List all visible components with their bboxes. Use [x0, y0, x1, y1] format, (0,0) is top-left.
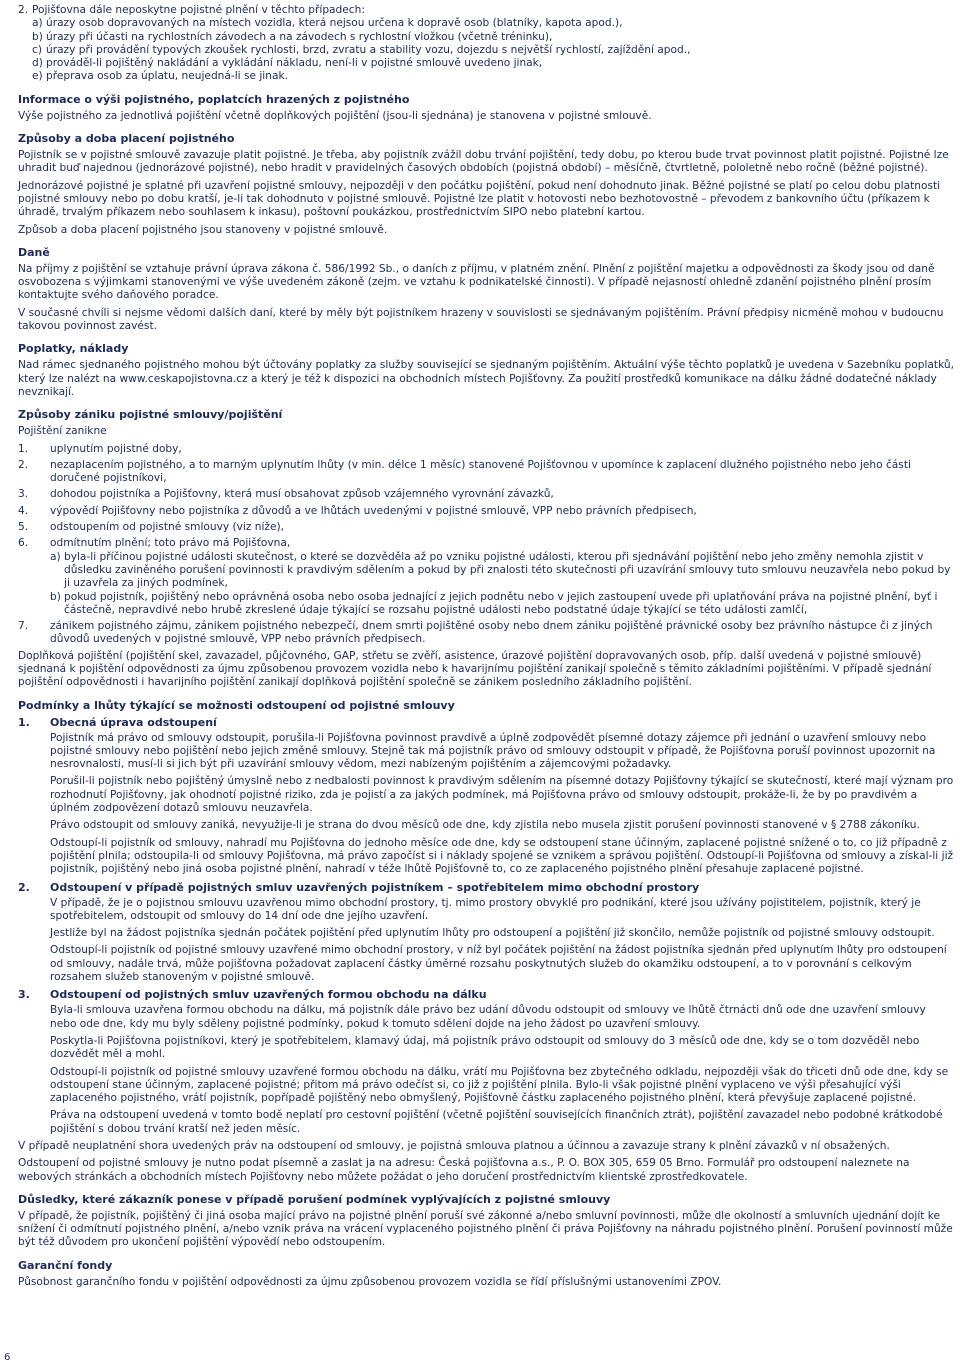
intro-subitem — [32, 17, 954, 30]
item-text: odstoupením od pojistné smlouvy (viz níže), — [50, 521, 284, 534]
withdrawal-section — [18, 988, 954, 1136]
fees-paragraph: Nad rámec sjednaného pojistného mohou být účtovány poplatky za služby související se sjednaným pojištěním. Aktuální výše těchto poplatků je uvedena v Sazebníku poplatků, který lze nalézt na www.ceskapojistovna.cz a který je též k dispozici na obchodních místech Pojišťovny. Za použití prostředků komunikace na dálku žádné dodatečné náklady nevznikají. — [18, 359, 954, 398]
subitem-text: úrazy při provádění typových zkoušek rychlosti, brzd, zvratu a stability vozu, dojezdu s největší rychlostí, zajíždění apod., — [46, 43, 691, 56]
item-number: 2. — [18, 458, 29, 471]
subitem-text: prováděl-li pojištěný nakládání a vykládání nákladu, není-li v pojistné smlouvě uvedeno jinak, — [46, 57, 543, 70]
intro-subitem — [32, 57, 954, 70]
section-number: 3. — [18, 988, 30, 1002]
section-paragraph: Odstoupí-li pojistník od pojistné smlouvy uzavřené mimo obchodní prostory, v níž byl počátek pojištění na žádost pojistníka sjednán před uplynutím lhůty pro odstoupení od smlouvy, nadále trvá, může pojišťovna požadovat zaplacení částky úměrné rozsahu poskytnutých služeb do okamžiku odstoupení, a to v porovnání s celkovým rozsahem služeb stanoveným v pojistné smlouvě. — [50, 944, 947, 984]
termination-item — [18, 537, 954, 550]
subitem-letter: c) — [32, 43, 42, 56]
termination-item — [18, 459, 954, 486]
intro-text: Pojišťovna dále neposkytne pojistné plnění v těchto případech: — [32, 4, 365, 16]
termination-intro: Pojištění zanikne — [18, 425, 107, 438]
intro-sublist — [18, 17, 954, 83]
section-number: 1. — [18, 715, 30, 729]
taxes-paragraph: V současné chvíli si nejsme vědomi dalších daní, které by měly být pojistníkem hrazeny v souvislosti se sjednávaným pojištěním. Právní předpisy nicméně mohou v budoucnu takovou povinnost zavést. — [18, 306, 944, 333]
withdrawal-paragraph: Odstoupení od pojistné smlouvy je nutno podat písemně a zaslat ja na adresu: Česká pojišťovna a.s., P. O. BOX 305, 659 05 Brno. Formulář pro odstoupení naleznete na webových stránkách a obchodních místech Pojišťovny nebo můžete požádat o jeho doručení prostřednictvím klientské zprostředkovatele. — [18, 1157, 910, 1183]
document-page — [18, 4, 954, 1293]
section-paragraph: Odstoupí-li pojistník od pojistné smlouvy uzavřené formou obchodu na dálku, vrátí mu Pojišťovna bez zbytečného odkladu, nejpozději však do třiceti dnů ode dne, kdy se odstoupení stane účinným, zaplacené pojistné; přitom má právo odečíst si, co již z pojištění plnila. Bylo-li však pojistné plnění vyplaceno ve výši přesahující výši zaplaceného pojistného, vrátí pojistník, popřípadě pojištěný nebo obmyšlený, Pojišťovně částku zaplaceného pojistného plnění, která převyšuje zaplacené pojistné. — [50, 1065, 949, 1105]
payment-paragraph: Způsob a doba placení pojistného jsou stanoveny v pojistné smlouvě. — [18, 223, 388, 236]
withdrawal-paragraph: V případě neuplatnění shora uvedených práv na odstoupení od smlouvy, je pojistná smlouva platnou a účinnou a zavazuje strany k plnění závazků v ní obsažených. — [18, 1140, 890, 1152]
intro-subitem — [32, 70, 954, 83]
section-paragraph: Pojistník má právo od smlouvy odstoupit, porušila-li Pojišťovna povinnost pravdivě a úplně zodpovědět písemné dotazy zájemce při jednání o uzavření smlouvy nebo pojistné smlouvy nebo pojištění nebo jejich změně smlouvy. Stejně tak má pojistník právo od smlouvy odstoupit v případě, že Pojišťovna poruší povinnost upozornit na nesrovnalosti, musí-li si jich být při uzavírání smlouvy vědom, mezi nabízeným pojištěním a zájemcovými požadavky. — [50, 731, 936, 771]
subitem-letter: a) — [50, 550, 61, 563]
subitem-text: byla-li příčinou pojistné události skutečnost, o které se dozvěděla až po vzniku pojistné události, kterou při sjednávání pojištění nebo jeho změny nemohla zjistit v důsledku zaviněného porušení povinnosti k pravdivým sdělením a pokud by při znalosti této skutečnosti při uzavírání smlouvy tuto smlouvu neuzavřela nebo pokud by ji uzavřela za jiných podmínek, — [64, 550, 951, 590]
subitem-text: přeprava osob za úplatu, neujedná-li se jinak. — [46, 70, 288, 83]
termination-subitem — [50, 591, 954, 618]
premium-text: Výše pojistného za jednotlivá pojištění včetně doplňkových pojištění (jsou-li sjednána) je stanovena v pojistné smlouvě. — [18, 109, 652, 122]
termination-item — [18, 521, 954, 534]
section-paragraph: Jestliže byl na žádost pojistníka sjednán počátek pojištění před uplynutím lhůty pro odstoupení a pojištění již skončilo, nemůže pojistník od pojistné smlouvy odstoupit. — [50, 927, 935, 940]
intro-subitem — [32, 44, 954, 57]
termination-subitem — [50, 551, 954, 591]
item-number: 3. — [18, 488, 29, 501]
termination-item — [18, 488, 954, 501]
item-text: zánikem pojistného zájmu, zánikem pojistného nebezpečí, dnem smrti pojištěné osoby nebo dnem zániku pojištěné právnické osoby bez právního nástupce či z jiných důvodů uvedených v pojistné smlouvě, VPP nebo právních předpisech. — [50, 620, 933, 646]
taxes-paragraph: Na příjmy z pojištění se vztahuje právní úprava zákona č. 586/1992 Sb., o daních z příjmu, v platném znění. Plnění z pojištění majetku a odpovědnosti za škody jsou od daně osvobozena s výjimkami stanovenými ve výše uvedeném zákoně (zejm. ve vztahu k podnikatelské činnosti). V případě nejasností ohledně zdanění pojistného plnění prosím kontaktujte svého daňového poradce. — [18, 262, 935, 302]
subitem-letter: a) — [32, 17, 43, 30]
subitem-text: úrazy osob dopravovaných na místech vozidla, která nejsou určena k dopravě osob (blatníky, kapota apod.), — [46, 17, 623, 30]
withdrawal-section — [18, 881, 954, 985]
section-heading-payment: Způsoby a doba placení pojistného — [18, 132, 235, 146]
payment-paragraph: Jednorázové pojistné je splatné při uzavření pojistné smlouvy, nejpozději v den počátku pojištění, pokud není dohodnuto jinak. Běžné pojistné se platí po celou dobu platnosti pojistné smlouvy nebo po dobu kratší, je-li tak dohodnuto v pojistné smlouvě. Pojistné lze platit v hotovosti nebo bezhotovostně – převodem z bankovního účtu (příkazem k úhradě, trvalým příkazem nebo souhlasem k inkasu), poštovní poukázkou, prostřednictvím SIPO nebo platební kartou. — [18, 179, 941, 219]
page-number: 6 — [4, 1352, 11, 1363]
intro-subitem — [32, 31, 954, 44]
section-title: Obecná úprava odstoupení — [50, 715, 217, 729]
section-number: 2. — [18, 880, 30, 894]
section-paragraph: V případě, že je o pojistnou smlouvu uzavřenou mimo obchodní prostory, tj. mimo prostory obvyklé pro podnikání, které jsou užívány pojistitelem, pojistník, který je spotřebitelem, odstoupit od smlouvy do 14 dní ode dne jejího uzavření. — [50, 896, 921, 922]
item-text: odmítnutím plnění; toto právo má Pojišťovna, — [50, 537, 291, 550]
section-paragraph: Odstoupí-li pojistník od smlouvy, nahradí mu Pojišťovna do jednoho měsíce ode dne, kdy se odstoupení stane účinným, zaplacené pojistné snížené o to, co již případně z pojištění plnila; odstoupila-li od smlouvy Pojišťovna, má právo započíst si i náklady spojené se vznikem a správou pojištění. Odstoupí-li Pojišťovna od smlouvy a získal-li již pojistník, pojištěný nebo jiná osoba pojistné plnění, nahradí v téže lhůtě Pojišťovně to, co ze zaplaceného pojistného plnění přesahuje zaplacené pojistné. — [50, 836, 954, 876]
item-number: 4. — [18, 504, 29, 517]
item-text: nezaplacením pojistného, a to marným uplynutím lhůty (v min. délce 1 měsíc) stanovené Pojišťovnou v upomínce k zaplacení dlužného pojistného nebo jeho části doručené pojistníkovi, — [50, 458, 911, 485]
section-title: Odstoupení v případě pojistných smluv uzavřených pojistníkem – spotřebitelem mimo obchodní prostory — [50, 880, 700, 894]
subitem-text: pokud pojistník, pojištěný nebo oprávněná osoba nebo osoba jednající z jejich podnětu nebo v jejich zastoupení uvede při uplatňování práva na pojistné plnění, byť i částečně, nepravdivé nebo hrubě zkreslené údaje týkající se rozsahu pojistné události nebo podstatné údaje týkající se této události zamlčí, — [64, 590, 938, 616]
section-heading-premium: Informace o výši pojistného, poplatcích hrazených z pojistného — [18, 92, 410, 106]
payment-paragraph: Pojistník se v pojistné smlouvě zavazuje platit pojistné. Je třeba, aby pojistník zvážil dobu trvání pojištění, tedy dobu, po kterou bude trvat povinnost platit pojistné. Pojistné lze uhradit buď najednou (jednorázové pojistné), nebo hradit v pravidelných časových obdobích (pojistná období) – měsíčně, čtvrtletně, pololetně nebo ročně (běžné pojistné). — [18, 149, 949, 175]
section-paragraph: Práva na odstoupení uvedená v tomto bodě neplatí pro cestovní pojištění (včetně pojištění souvisejících finančních ztrát), pojištění zavazadel nebo podobné krátkodobé pojištění s dobou trvání kratší než jeden měsíc. — [50, 1109, 943, 1135]
section-heading-fees: Poplatky, náklady — [18, 342, 129, 356]
item-text: uplynutím pojistné doby, — [50, 442, 182, 455]
guarantee-paragraph: Působnost garančního fondu v pojištění odpovědnosti za újmu způsobenou provozem vozidla se řídí příslušnými ustanoveními ZPOV. — [18, 1275, 722, 1288]
section-paragraph: Právo odstoupit od smlouvy zaniká, nevyužije-li je strana do dvou měsíců ode dne, kdy zjistila nebo musela zjistit porušení povinnosti stanovené v § 2788 zákoníku. — [50, 819, 920, 832]
item-text: výpovědí Pojišťovny nebo pojistníka z důvodů a ve lhůtách uvedenými v pojistné smlouvě, VPP nebo právních předpisech, — [50, 504, 697, 517]
withdrawal-section — [18, 716, 954, 877]
intro-item — [18, 4, 954, 17]
section-paragraph: Byla-li smlouva uzavřena formou obchodu na dálku, má pojistník dále právo bez udání důvodu odstoupit od smlouvy ve lhůtě čtrnácti dnů ode dne uzavření smlouvy nebo ode dne, kdy mu byly sděleny pojistné podmínky, pokud k tomuto sdělení dojde na jeho žádost po uzavření smlouvy. — [50, 1004, 926, 1030]
subitem-text: úrazy při účasti na rychlostních závodech a na závodech s rychlostní vložkou (včetně tréninku), — [46, 30, 553, 43]
consequences-paragraph: V případě, že pojistník, pojištěný či jiná osoba mající právo na pojistné plnění poruší své zákonné a/nebo smluvní povinnosti, může dle okolností a smluvních ujednání dojít ke snížení či odmítnutí pojistného plnění, a/nebo vznik práva na vrácení vyplaceného pojistného plnění či práva Pojišťovny na náhradu pojistného plnění. Porušení povinností může být též důvodem pro ukončení pojištění výpovědí nebo odstoupením. — [18, 1209, 953, 1249]
termination-after: Doplňková pojištění (pojištění skel, zavazadel, půjčovného, GAP, střetu se zvěří, asistence, úrazové pojištění dopravovaných osob, příp. další uvedená v pojistné smlouvě) sjednaná k pojištění odpovědnosti za újmu způsobenou provozem vozidla nebo k havarijnímu pojištění zanikají společně s těmito základními pojištěními. V případě sjednání pojištění odpovědnosti i havarijního pojištění zanikají doplňková pojištění společně se zánikem posledního základního pojištění. — [18, 649, 932, 689]
termination-item — [18, 620, 954, 647]
subitem-letter: d) — [32, 57, 43, 70]
section-heading-guarantee: Garanční fondy — [18, 1258, 113, 1272]
section-paragraph: Porušil-li pojistník nebo pojištěný úmyslně nebo z nedbalosti povinnost k pravdivým sdělením na písemné dotazy Pojišťovny týkající se skutečností, které mají význam pro rozhodnutí Pojišťovny, jak ohodnotí pojistné riziko, zda je pojistí a za jakých podmínek, má Pojišťovna právo od smlouvy odstoupit, prokáže-li, že by po pravdivém a úplném zodpovězení dotazů smlouvu neuzavřela. — [50, 775, 954, 815]
section-title: Odstoupení od pojistných smluv uzavřených formou obchodu na dálku — [50, 988, 487, 1002]
termination-item — [18, 443, 954, 456]
item-number: 7. — [18, 620, 29, 633]
section-heading-taxes: Daně — [18, 245, 50, 259]
section-heading-consequences: Důsledky, které zákazník ponese v případě porušení podmínek vyplývajících z pojistné smlouvy — [18, 1192, 611, 1206]
subitem-letter: b) — [32, 30, 43, 43]
item-text: dohodou pojistníka a Pojišťovny, která musí obsahovat způsob vzájemného vyrovnání závazků, — [50, 488, 554, 501]
subitem-letter: b) — [50, 590, 61, 603]
section-heading-withdrawal: Podmínky a lhůty týkající se možnosti odstoupení od pojistné smlouvy — [18, 698, 455, 712]
section-heading-termination: Způsoby zániku pojistné smlouvy/pojištění — [18, 408, 283, 422]
termination-item — [18, 505, 954, 518]
section-paragraph: Poskytla-li Pojišťovna pojistníkovi, který je spotřebitelem, klamavý údaj, má pojistník právo odstoupit od smlouvy do 3 měsíců ode dne, kdy se o tom dozvěděl nebo dozvědět měl a mohl. — [50, 1034, 920, 1061]
item-number: 6. — [18, 537, 29, 550]
intro-number: 2. — [18, 4, 29, 16]
item-number: 1. — [18, 442, 29, 455]
item-number: 5. — [18, 521, 29, 534]
termination-sublist — [18, 551, 954, 617]
subitem-letter: e) — [32, 70, 43, 83]
